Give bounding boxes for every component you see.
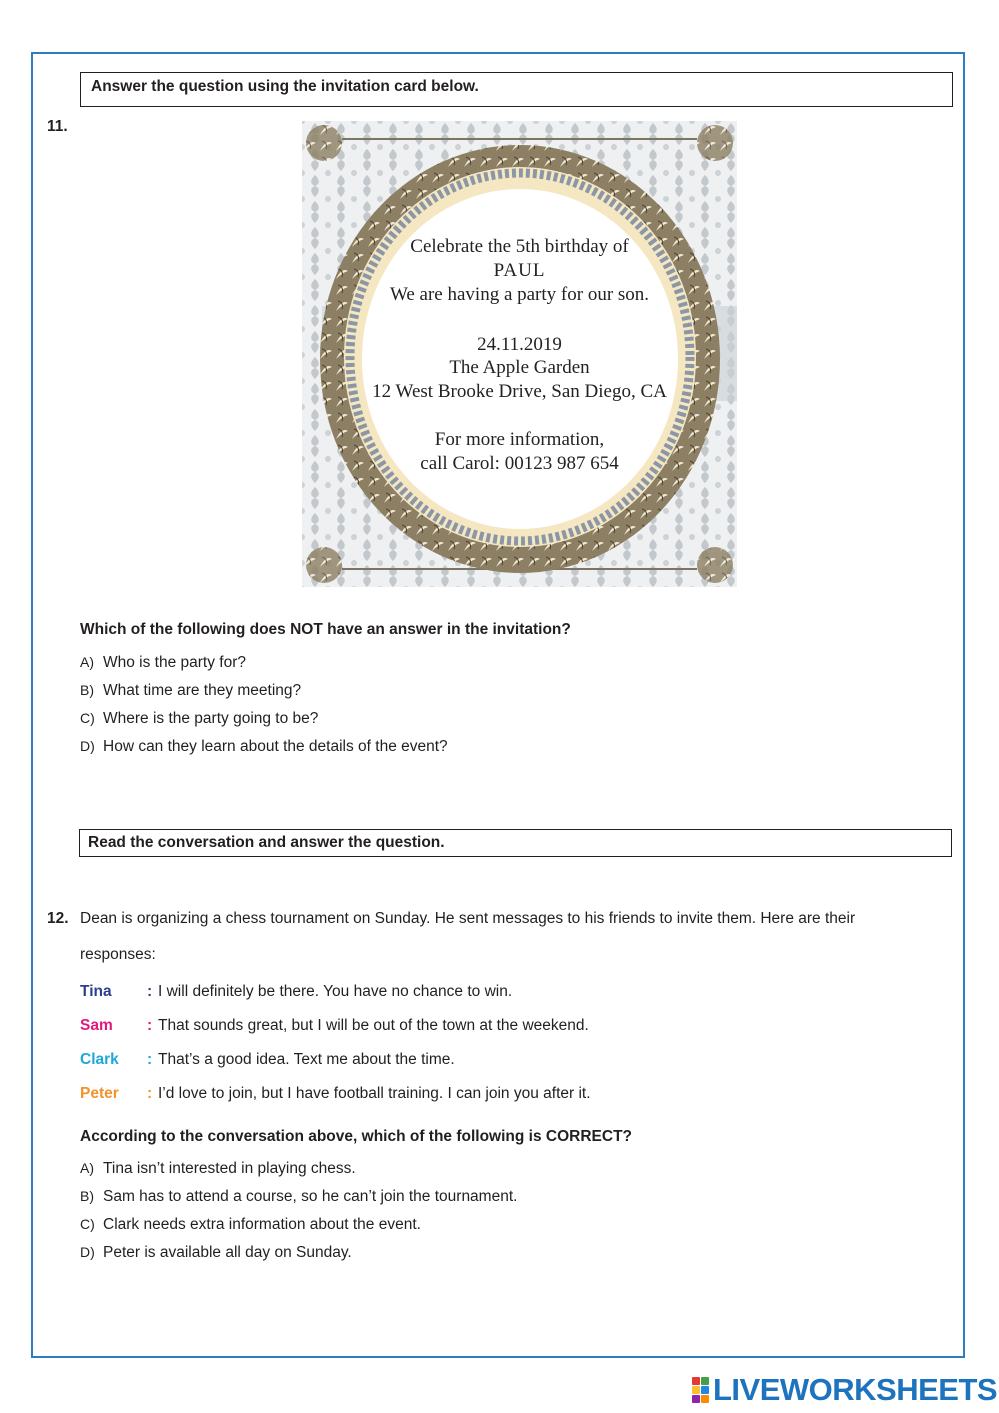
speaker-name: Peter bbox=[80, 1085, 119, 1102]
card-celebrate: Celebrate the 5th birthday of bbox=[410, 236, 629, 257]
q12-intro: Dean is organizing a chess tournament on Sunday. He sent messages to his friends to invite them. Here are their bbox=[80, 910, 856, 927]
q12-option-a[interactable] bbox=[80, 1160, 356, 1178]
card-phone: call Carol: 00123 987 654 bbox=[420, 453, 619, 474]
q11-option-b[interactable] bbox=[80, 682, 301, 700]
card-date: 24.11.2019 bbox=[477, 334, 562, 355]
card-name: PAUL bbox=[493, 260, 546, 281]
invitation-card bbox=[302, 121, 737, 587]
q12-question: According to the conversation above, which of the following is CORRECT? bbox=[80, 1128, 633, 1145]
q11-number: 11. bbox=[47, 118, 68, 135]
option-letter: C) bbox=[80, 710, 95, 726]
speaker-name: Sam bbox=[80, 1017, 113, 1034]
q11-instruction-box bbox=[80, 72, 953, 107]
option-letter: D) bbox=[80, 1244, 95, 1260]
q11-option-c[interactable] bbox=[80, 710, 318, 728]
option-text: Peter is available all day on Sunday. bbox=[103, 1244, 352, 1261]
card-info: For more information, bbox=[434, 429, 605, 450]
option-text: Sam has to attend a course, so he can’t join the tournament. bbox=[103, 1188, 518, 1205]
card-address: 12 West Brooke Drive, San Diego, CA bbox=[372, 381, 667, 402]
q11-option-d[interactable] bbox=[80, 738, 448, 756]
speaker-text: That sounds great, but I will be out of the town at the weekend. bbox=[158, 1017, 589, 1034]
speaker-text: I’d love to join, but I have football training. I can join you after it. bbox=[158, 1085, 591, 1102]
option-letter: A) bbox=[80, 1160, 94, 1176]
q12-option-c[interactable] bbox=[80, 1216, 421, 1234]
q12-option-b[interactable] bbox=[80, 1188, 517, 1206]
option-letter: D) bbox=[80, 738, 95, 754]
speaker-text: I will definitely be there. You have no chance to win. bbox=[158, 983, 513, 1000]
q11-instruction: Answer the question using the invitation card below. bbox=[91, 78, 479, 95]
logo-icon bbox=[692, 1377, 709, 1403]
option-text: Tina isn’t interested in playing chess. bbox=[103, 1160, 356, 1177]
option-letter: B) bbox=[80, 1188, 94, 1204]
speaker-name: Clark bbox=[80, 1051, 119, 1068]
option-text: Where is the party going to be? bbox=[103, 710, 319, 727]
option-letter: B) bbox=[80, 682, 94, 698]
option-letter: C) bbox=[80, 1216, 95, 1232]
speaker-colon: : bbox=[147, 983, 153, 1000]
option-text: Clark needs extra information about the event. bbox=[103, 1216, 421, 1233]
speaker-name: Tina bbox=[80, 983, 112, 1000]
option-text: Who is the party for? bbox=[103, 654, 247, 671]
q11-option-a[interactable] bbox=[80, 654, 246, 672]
q12-option-d[interactable] bbox=[80, 1244, 352, 1262]
speaker-colon: : bbox=[147, 1051, 153, 1068]
option-text: How can they learn about the details of the event? bbox=[103, 738, 448, 755]
q12-number: 12. bbox=[47, 910, 69, 927]
logo-text: LIVEWORKSHEETS bbox=[713, 1372, 998, 1407]
q11-question: Which of the following does NOT have an answer in the invitation? bbox=[80, 621, 571, 638]
card-party-line: We are having a party for our son. bbox=[389, 284, 650, 305]
option-text: What time are they meeting? bbox=[103, 682, 302, 699]
q12-intro-cont: responses: bbox=[80, 946, 156, 963]
q12-instruction: Read the conversation and answer the question. bbox=[88, 834, 445, 851]
option-letter: A) bbox=[80, 654, 94, 670]
liveworksheets-logo[interactable] bbox=[692, 1372, 997, 1408]
speaker-colon: : bbox=[147, 1017, 153, 1034]
speaker-colon: : bbox=[147, 1085, 153, 1102]
speaker-text: That’s a good idea. Text me about the time. bbox=[158, 1051, 455, 1068]
card-venue: The Apple Garden bbox=[449, 357, 590, 378]
q12-instruction-box bbox=[79, 829, 952, 857]
